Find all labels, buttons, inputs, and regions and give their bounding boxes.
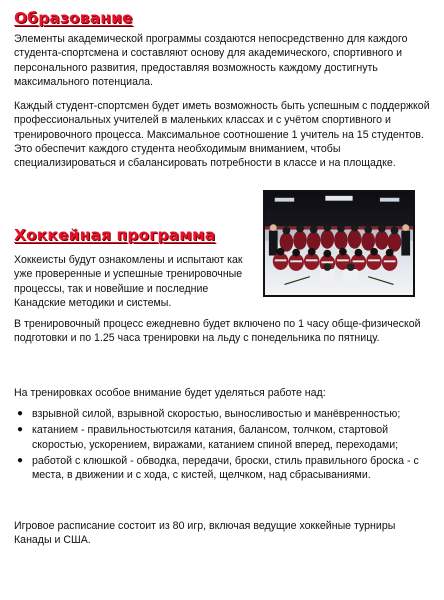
education-paragraph-1: Элементы академической программы создаются непосредственно для каждого студента-спортсмена и составляют основу для академического, спортивного и персонального развития, предоставляя возможность каждому достигнуть максимального потенциала. bbox=[14, 33, 408, 88]
training-focus-intro: На тренировках особое внимание будет уделяться работе над: bbox=[14, 387, 326, 399]
hockey-paragraph-1: Хоккеисты будут ознакомлены и испытают как уже проверенные и успешные тренировочные процессы, так и новейшие и последние Канадские методики и системы. bbox=[14, 254, 243, 309]
list-item-text: взрывной силой, взрывной скоростью, выносливостью и манёвренностью; bbox=[32, 408, 401, 420]
education-heading: Образование bbox=[14, 9, 133, 27]
list-item bbox=[14, 423, 434, 452]
team-photo-image bbox=[265, 192, 413, 295]
team-photo bbox=[263, 190, 415, 297]
hockey-paragraph-2: В тренировочный процесс ежедневно будет включено по 1 часу обще-физической подготовки и по 1.25 часа тренировки на льду с понедельника по пятницу. bbox=[14, 318, 421, 345]
list-item bbox=[14, 454, 434, 483]
list-item bbox=[14, 407, 434, 421]
bullet-icon: ● bbox=[17, 424, 24, 436]
schedule-paragraph: Игровое расписание состоит из 80 игр, включая ведущие хоккейные турниры Канады и США. bbox=[14, 520, 396, 547]
bullet-icon: ● bbox=[17, 454, 24, 466]
list-item-text: катанием - правильностьютсиля катания, балансом, толчком, стартовой скоростью, ускорением, виражами, катанием спиной вперед, переходами; bbox=[32, 424, 399, 451]
training-focus-list bbox=[14, 407, 434, 484]
hockey-heading: Хоккейная программа bbox=[14, 226, 216, 244]
bullet-icon: ● bbox=[17, 408, 24, 419]
education-paragraph-2: Каждый студент-спортсмен будет иметь возможность быть успешным с поддержкой профессиональных учителей в маленьких классах и с учётом спортивного и тренировочного процесса. Максимальное соотношение 1 учитель на 15 студентов. Это обеспечит каждого студента необходимым вниманием, чтобы специализироваться и сбалансировать потребности в классе и на площадке. bbox=[14, 100, 430, 170]
list-item-text: работой с клюшкой - обводка, передачи, броски, стиль правильного броска - с места, в движении и с хода, с кистей, щелчком, над сбрасываниями. bbox=[32, 454, 419, 482]
